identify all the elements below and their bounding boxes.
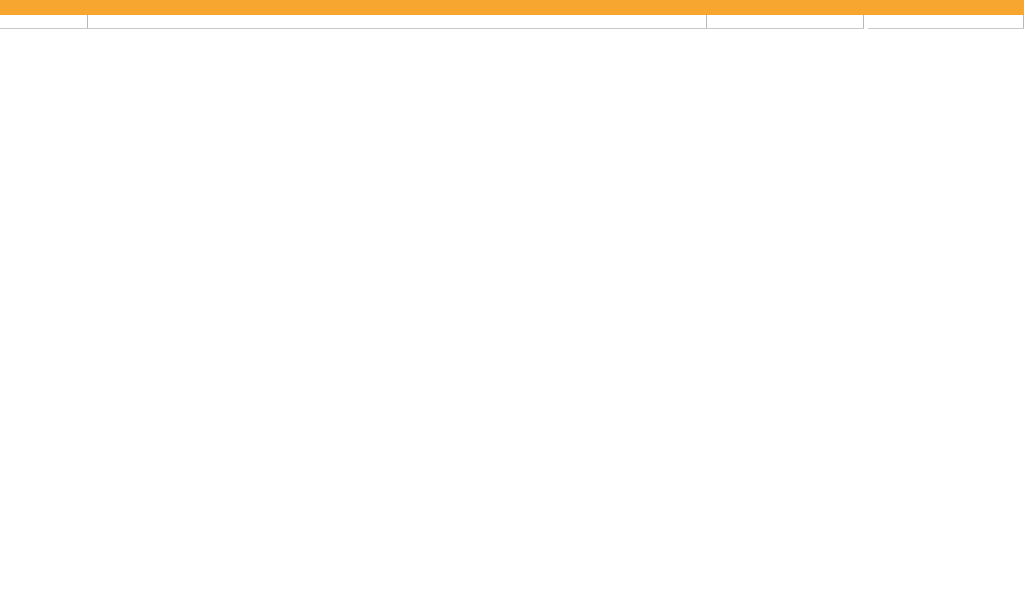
header-uranus-neptune	[707, 15, 864, 30]
header-row-1	[0, 15, 1024, 30]
header-pluto-neptune	[868, 15, 1024, 30]
title-bar	[0, 0, 1024, 15]
header-historical-outcomes	[88, 15, 707, 30]
header-ur-gemini	[0, 15, 88, 30]
